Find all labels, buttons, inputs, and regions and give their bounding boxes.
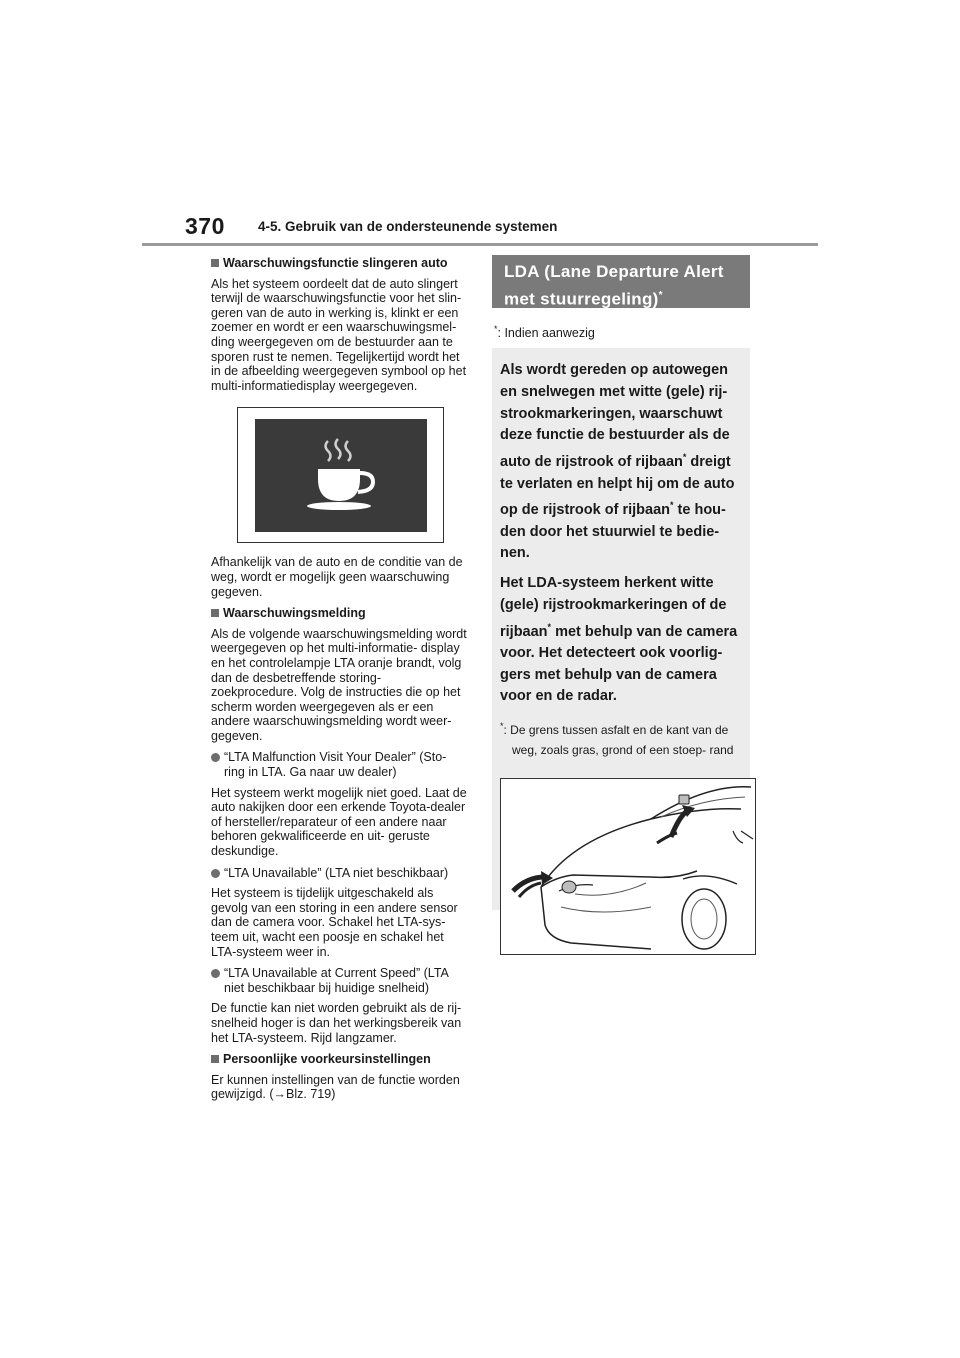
- paragraph: Afhankelijk van de auto en de conditie van de weg, wordt er mogelijk geen waarschuwing gegeven.: [211, 555, 463, 599]
- paragraph: Als de volgende waarschuwingsmelding wordt weergegeven op het multi-informatie- display en het controlelampje LTA oranje brandt, volg dan de desbetreffende storing- zoekprocedure. Volg de instructies die op het scherm worden weergegeven als er een andere waarschuwingsmelding wordt weer- gegeven.: [211, 626, 467, 743]
- circle-bullet-icon: [211, 969, 220, 978]
- section-title: 4-5. Gebruik van de ondersteunende systemen: [258, 219, 558, 234]
- lda-info-box: [492, 348, 750, 910]
- lda-section-header: LDA (Lane Departure Alert met stuurregeling)*: [492, 255, 750, 308]
- paragraph: Als het systeem oordeelt dat de auto slingert terwijl de waarschuwingsfunctie voor het slin- geren van de auto in werking is, klinkt er een zoemer en wordt er een waarschuwingsmel- ding weergegeven om de bestuurder aan te sporen rust te nemen. Tegelijkertijd wordt het in de afbeelding weergegeven symbool op het multi-informatiedisplay weergegeven.: [211, 276, 467, 393]
- paragraph: Er kunnen instellingen van de functie worden gewijzigd. (→Blz. 719): [211, 1072, 460, 1102]
- right-column: [492, 255, 750, 910]
- box-paragraph: Als wordt gereden op autowegen en snelwegen met witte (gele) rij- strookmarkeringen, waarschuwt deze functie de bestuurder als de auto de rijstrook of rijbaan* dreigt te verlaten en helpt hij om de auto op de rijstrook of rijbaan* te hou- den door het stuurwiel te bedie- nen.: [500, 362, 735, 562]
- page-reference-link[interactable]: Blz. 719): [286, 1087, 336, 1102]
- paragraph: Het systeem is tijdelijk uitgeschakeld als gevolg van een storing in een andere sensor dan de camera voor. Schakel het LTA-sys- teem uit, wacht een poosje en schakel het LTA-systeem weer in.: [211, 886, 458, 959]
- circle-bullet-icon: [211, 753, 220, 762]
- circle-bullet-icon: [211, 869, 220, 878]
- bullet-item: “LTA Unavailable at Current Speed” (LTA niet beschikbaar bij huidige snelheid): [211, 966, 469, 995]
- bullet-item: “LTA Unavailable” (LTA niet beschikbaar): [211, 866, 469, 881]
- square-bullet-icon: [211, 1055, 219, 1063]
- availability-footnote: *: Indien aanwezig: [494, 324, 595, 341]
- square-bullet-icon: [211, 259, 219, 267]
- subhead-sway-warning: Waarschuwingsfunctie slingeren auto: [211, 256, 469, 271]
- paragraph: Het systeem werkt mogelijk niet goed. Laat de auto nakijken door een erkende Toyota-dealer of hersteller/reparateur of een andere naar behoren gekwalificeerde en uit- geruste deskundige.: [211, 785, 467, 859]
- bullet-item: “LTA Malfunction Visit Your Dealer” (Sto- ring in LTA. Ga naar uw dealer): [211, 750, 469, 779]
- coffee-figure: [237, 407, 444, 543]
- paragraph: De functie kan niet worden gebruikt als de rij- snelheid hoger is dan het werkingsbereik van het LTA-systeem. Rijd langzamer.: [211, 1001, 462, 1045]
- car-figure: [500, 778, 756, 955]
- subhead-preferences: Persoonlijke voorkeursinstellingen: [211, 1052, 469, 1067]
- header-rule: [142, 243, 818, 246]
- display-panel: [255, 419, 427, 532]
- arrow-icon: →: [273, 1087, 287, 1102]
- subhead-warning-message: Waarschuwingsmelding: [211, 606, 469, 621]
- left-column: [211, 256, 469, 1109]
- car-front-illustration: [501, 779, 755, 954]
- square-bullet-icon: [211, 609, 219, 617]
- page-number: 370: [185, 213, 225, 239]
- coffee-cup-icon: [296, 435, 386, 515]
- box-footnote: *: De grens tussen asfalt en de kant van de weg, zoals gras, grond of een stoep- rand: [500, 721, 734, 758]
- box-paragraph: Het LDA-systeem herkent witte (gele) rijstrookmarkeringen of de rijbaan* met behulp van de camera voor. Het detecteert ook voorlig- gers met behulp van de camera voor en de radar.: [500, 575, 738, 705]
